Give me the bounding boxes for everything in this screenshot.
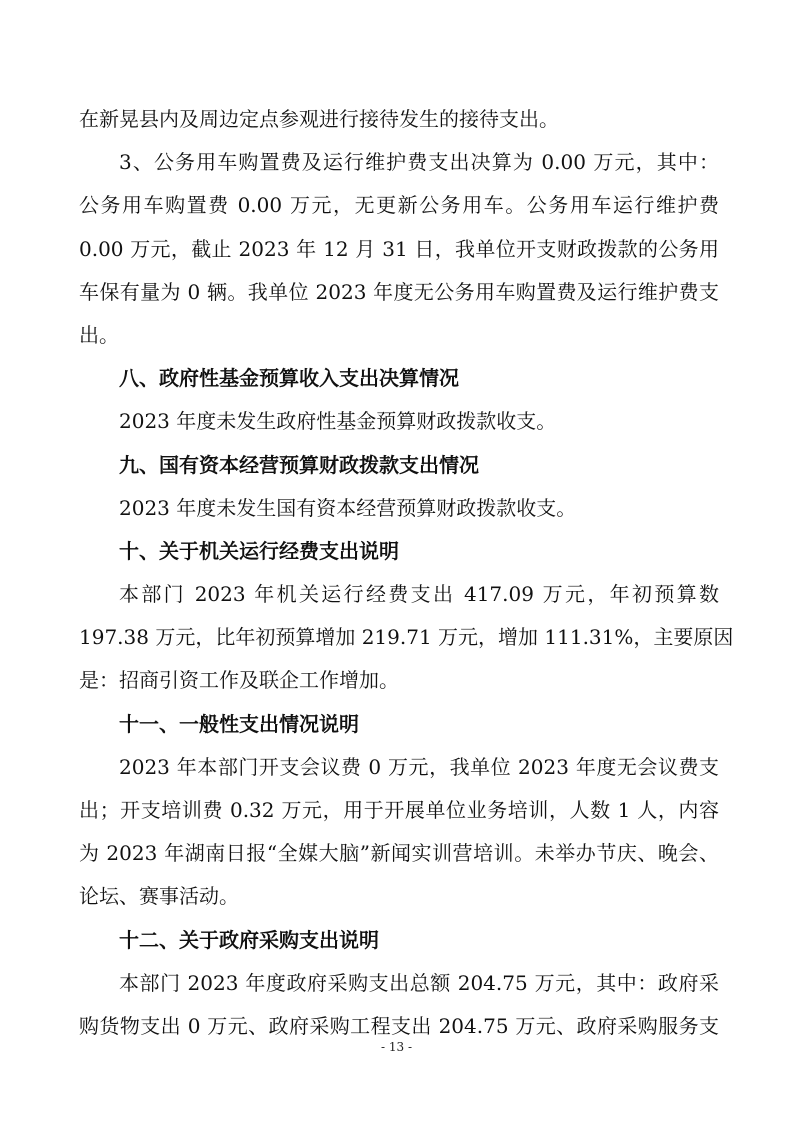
text-line: 出；开支培训费 0.32 万元，用于开展单位业务培训，人数 1 人，内容 bbox=[79, 798, 719, 822]
text-line: 在新晃县内及周边定点参观进行接待发生的接待支出。 bbox=[79, 107, 559, 131]
text-line: 197.38 万元，比年初预算增加 219.71 万元，增加 111.31%，主要原因 bbox=[79, 625, 734, 650]
text-line: 本部门 2023 年机关运行经费支出 417.09 万元，年初预算数 bbox=[119, 582, 719, 607]
text-line: 0.00 万元，截止 2023 年 12 月 31 日，我单位开支财政拨款的公务用 bbox=[79, 236, 719, 261]
text-line: 2023 年度未发生政府性基金预算财政拨款收支。 bbox=[119, 409, 557, 434]
text-line: 是：招商引资工作及联企工作增加。 bbox=[79, 668, 399, 693]
text-line: 为 2023 年湖南日报“全媒大脑”新闻实训营培训。未举办节庆、晚会、 bbox=[79, 841, 719, 866]
text-line: 本部门 2023 年度政府采购支出总额 204.75 万元，其中：政府采 bbox=[119, 970, 719, 995]
document-body bbox=[79, 98, 734, 1048]
text-line: 车保有量为 0 辆。我单位 2023 年度无公务用车购置费及运行维护费支 bbox=[79, 279, 719, 304]
text-line: 2023 年本部门开支会议费 0 万元，我单位 2023 年度无会议费支 bbox=[119, 754, 719, 779]
section-heading: 十一、一般性支出情况说明 bbox=[119, 711, 359, 736]
text-line: 购货物支出 0 万元、政府采购工程支出 204.75 万元、政府采购服务支 bbox=[79, 1013, 719, 1038]
text-line: 2023 年度未发生国有资本经营预算财政拨款收支。 bbox=[119, 495, 577, 520]
section-heading: 八、政府性基金预算收入支出决算情况 bbox=[119, 366, 459, 391]
text-line: 公务用车购置费 0.00 万元，无更新公务用车。公务用车运行维护费 bbox=[79, 193, 719, 218]
section-heading: 十二、关于政府采购支出说明 bbox=[119, 927, 379, 952]
text-line: 出。 bbox=[79, 322, 119, 347]
text-line: 3、公务用车购置费及运行维护费支出决算为 0.00 万元，其中： bbox=[119, 150, 719, 175]
text-line: 论坛、赛事活动。 bbox=[79, 884, 239, 909]
section-heading: 十、关于机关运行经费支出说明 bbox=[119, 538, 399, 563]
section-heading: 九、国有资本经营预算财政拨款支出情况 bbox=[119, 452, 479, 477]
page-number: - 13 - bbox=[380, 1040, 412, 1054]
